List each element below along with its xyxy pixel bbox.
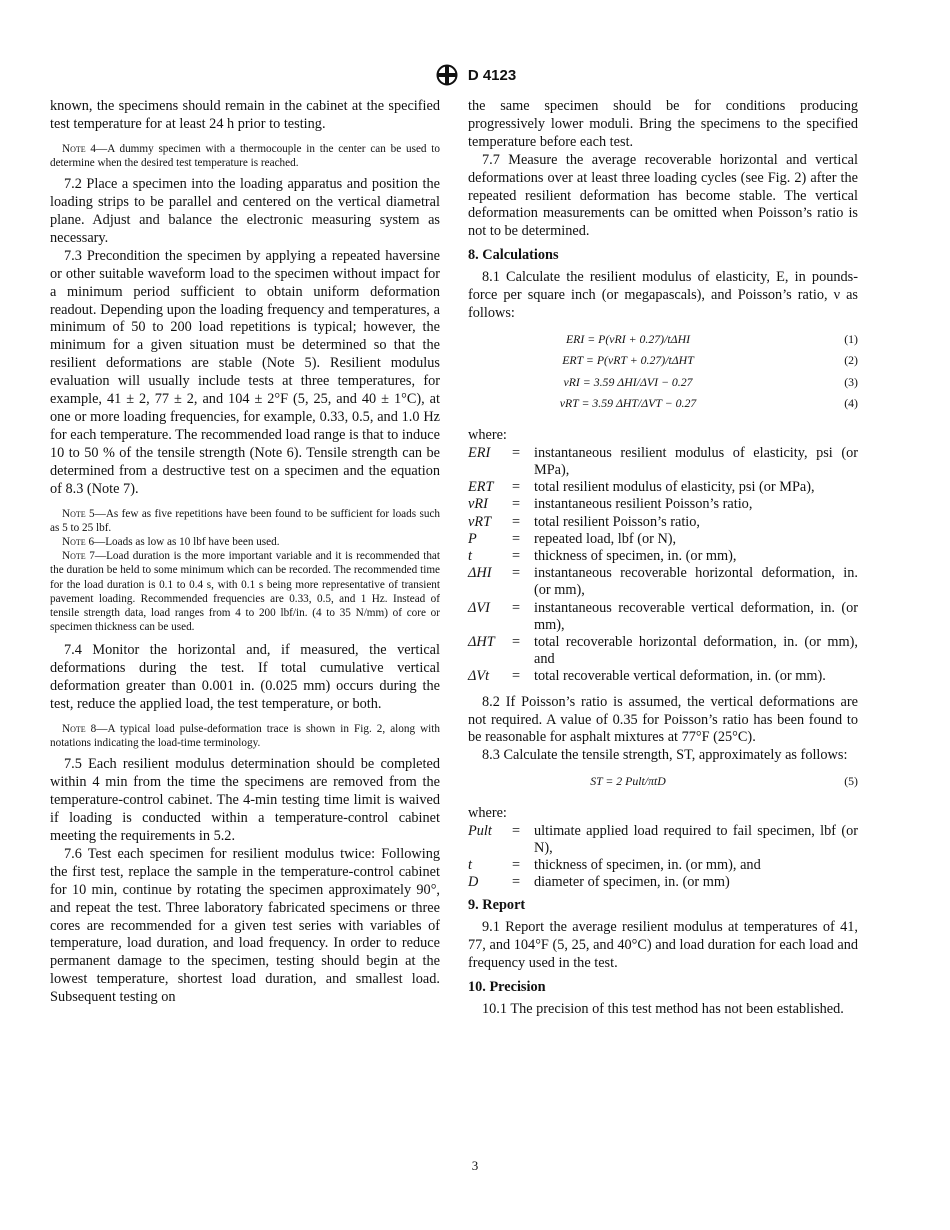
heading-calculations: 8. Calculations [468,247,559,264]
note-7: Note 7—Load duration is the more important variable and it is recommended that the duration be held to some minimum which can be recorded. The recommended time for the load duration is 0.1 to 0.4 s, with 0.1 s being more representative of transient pavement loading. Recommended frequencies are 0.33, 0.5, and 1 Hz. Instead of tensile strength data, load ranges from 4 to 200 lbf/in. (4 to 35 N/mm) of core or specimen thickness can be used. [50,550,440,634]
section-7-3: 7.3 Precondition the specimen by applying a repeated haversine or other suitable waveform load to the specimen without impact for a minimum period sufficient to obtain uniform deformation readout. Depending upon the loading frequency and temperatures, a minimum of 50 to 200 load repetitions is typical; however, the minimum for a given situation must be determined so that the resilient deformations are stable (Note 5). Resilient modulus evaluation will usually include tests at three temperatures, for example, 41 ± 2, 77 ± 2, and 104 ± 2°F (5, 25, and 40 ± 1°C), at one or more loading frequencies, for example, 0.33, 0.5, and 1.0 Hz for each temperature. The recommended load range is that to induce 10 to 50 % of the tensile strength (Note 6). Tensile strength can be determined from a destructive test on a specimen and the equation of 8.3 (Note 7). [50,247,440,497]
equation-2: ERT = P(νRT + 0.27)/tΔHT (2) [562,353,858,368]
heading-report: 9. Report [468,897,526,914]
section-10-1: 10.1 The precision of this test method has not been established. [482,1001,844,1017]
heading-precision: 10. Precision [468,979,546,996]
definition-row: ΔVI = instantaneous recoverable vertical deformation, in. (or mm), [468,599,858,633]
equation-1: ERI = P(νRI + 0.27)/tΔHI (1) [565,331,858,346]
section-7-7: 7.7 Measure the average recoverable horizontal and vertical deformations over at least three loading cycles (see Fig. 2) after the repeated resilient deformation has become stable. The vertical deformation measurements can be omitted when Poisson’s ratio is not to be determined. [468,151,858,240]
definition-row: ΔHI = instantaneous recoverable horizontal deformation, in. (or mm), [468,565,858,599]
section-7-2: 7.2 Place a specimen into the loading apparatus and position the loading strips to be parallel and centered on the vertical diametral plane. Adjust and balance the electronic measuring system as necessary. [50,176,440,246]
document-id: D 4123 [467,66,517,84]
definition-row: t = thickness of specimen, in. (or mm), and [468,857,761,874]
note-5: Note 5—As few as five repetitions have been found to be sufficient for loads such as 5 to 25 lbf. [50,507,440,534]
right-column [468,98,858,1019]
variable-definitions-2 [468,823,858,892]
definition-row: νRT = total resilient Poisson’s ratio, [468,513,700,530]
left-column [50,98,440,1007]
where-label-2: where: [468,804,507,821]
variable-definitions-1 [468,445,858,686]
section-7-6: 7.6 Test each specimen for resilient modulus twice: Following the first test, replace the sample in the temperature-control cabinet for 10 min, continue by rotating the specimen approximately 90°, and repeat the test. Three laboratory fabricated specimens or three cores are recommended for a given test series with variables of temperature, load duration, and load frequency. In order to reduce permanent damage to the specimen, testing should begin at the lowest temperature, shortest load duration, and smallest load. Subsequent testing on [50,845,440,1006]
note-4: Note 4—A dummy specimen with a thermocouple in the center can be used to determine when the desired test temperature is reached. [50,142,440,170]
section-8-2: 8.2 If Poisson’s ratio is assumed, the vertical deformations are not required. A value of 0.35 for Poisson’s ratio has been found to be reasonable for asphalt mixtures at 77°F (25°C). [468,693,858,746]
definition-row: D = diameter of specimen, in. (or mm) [468,874,730,891]
definition-row: ΔHT = total recoverable horizontal deformation, in. (or mm), and [468,634,858,668]
equation-3: νRI = 3.59 ΔHI/ΔVI − 0.27 (3) [563,374,858,389]
page-header [0,64,950,86]
page-number: 3 [471,1158,479,1173]
definition-row: t = thickness of specimen, in. (or mm), [468,548,737,564]
definition-row: ΔVt = total recoverable vertical deformation, in. (or mm). [468,668,826,685]
equation-5: ST = 2 Pult/πtD (5) [590,774,858,789]
section-8-3: 8.3 Calculate the tensile strength, ST, approximately as follows: [482,747,848,764]
note-8: Note 8—A typical load pulse-deformation trace is shown in Fig. 2, along with notations indicating the load-time terminology. [50,722,440,750]
where-label-1: where: [468,426,507,443]
paragraph-continued: known, the specimens should remain in the cabinet at the specified test temperature for at least 24 h prior to testing. [50,98,440,132]
section-9-1: 9.1 Report the average resilient modulus at temperatures of 41, 77, and 104°F (5, 25, and 40°C) and load duration for each load and frequency used in the test. [468,919,858,972]
paragraph-continued-right: the same specimen should be for conditions producing progressively lower moduli. Bring the specimens to the specified temperature before each test. [468,98,858,150]
definition-row: ERT = total resilient modulus of elasticity, psi (or MPa), [468,479,815,496]
note-6: Note 6—Loads as low as 10 lbf have been used. [62,535,280,548]
section-8-1: 8.1 Calculate the resilient modulus of elasticity, E, in pounds-force per square inch (or megapascals), and Poisson’s ratio, ν as follows: [468,269,858,321]
definition-row: νRI = instantaneous resilient Poisson’s ratio, [468,496,753,513]
definition-row: ERI = instantaneous resilient modulus of elasticity, psi (or MPa), [468,444,858,478]
astm-logo-icon [434,64,460,86]
section-7-4: 7.4 Monitor the horizontal and, if measured, the vertical deformations during the test. If total cumulative vertical deformation greater than 0.001 in. (0.025 mm) occurs during the test, reduce the applied load, the test temperature, or both. [50,642,440,713]
definition-row: P = repeated load, lbf (or N), [468,530,677,547]
definition-row: Pult = ultimate applied load required to fail specimen, lbf (or N), [468,822,858,856]
section-7-5: 7.5 Each resilient modulus determination should be completed within 4 min from the time the specimens are removed from the temperature-control cabinet. The 4-min testing time limit is waived if loading is conducted within a temperature-control cabinet meeting the requirements in 5.2. [50,756,440,845]
equation-4: νRT = 3.59 ΔHT/ΔVT − 0.27 (4) [559,396,858,411]
